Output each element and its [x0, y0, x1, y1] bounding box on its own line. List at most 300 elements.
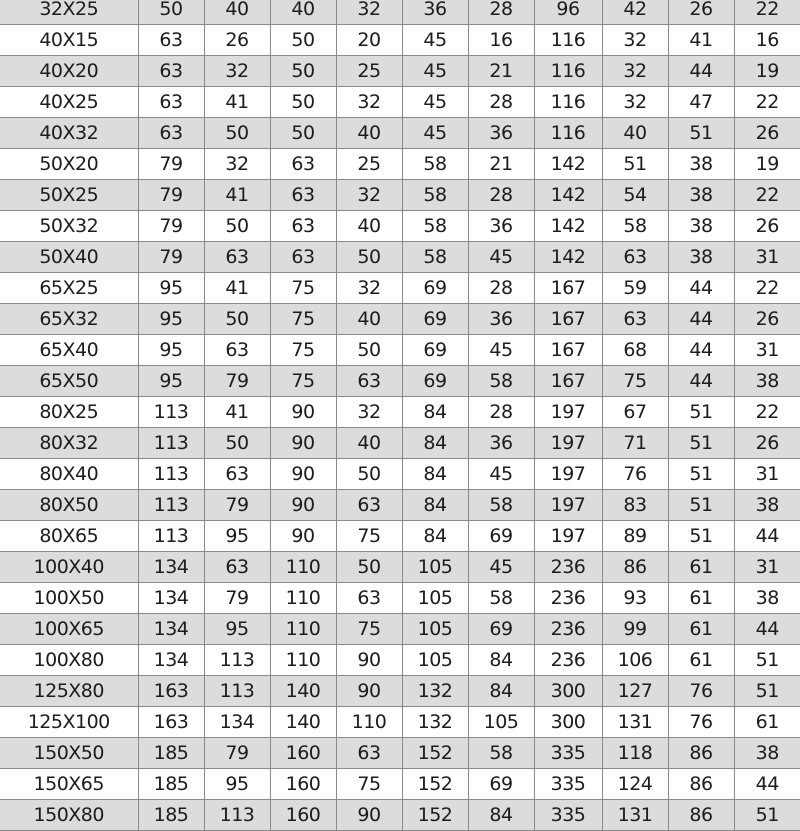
value-cell: 124	[602, 769, 668, 800]
table-row	[0, 738, 800, 769]
value-cell: 110	[270, 645, 336, 676]
value-cell: 113	[138, 490, 204, 521]
value-cell: 63	[204, 459, 270, 490]
value-cell: 167	[534, 366, 602, 397]
value-cell: 152	[402, 800, 468, 831]
value-cell: 86	[668, 800, 734, 831]
value-cell: 79	[204, 583, 270, 614]
value-cell: 79	[138, 211, 204, 242]
value-cell: 58	[468, 366, 534, 397]
value-cell: 84	[468, 676, 534, 707]
value-cell: 95	[138, 335, 204, 366]
value-cell: 63	[270, 180, 336, 211]
value-cell: 163	[138, 676, 204, 707]
value-cell: 90	[270, 459, 336, 490]
size-cell: 100X40	[0, 552, 138, 583]
value-cell: 26	[734, 211, 800, 242]
value-cell: 61	[668, 614, 734, 645]
value-cell: 110	[336, 707, 402, 738]
value-cell: 58	[402, 211, 468, 242]
size-cell: 80X32	[0, 428, 138, 459]
value-cell: 105	[468, 707, 534, 738]
value-cell: 63	[270, 242, 336, 273]
value-cell: 45	[468, 242, 534, 273]
value-cell: 90	[270, 428, 336, 459]
table-row	[0, 583, 800, 614]
value-cell: 75	[336, 769, 402, 800]
value-cell: 32	[336, 397, 402, 428]
value-cell: 63	[336, 366, 402, 397]
value-cell: 51	[734, 800, 800, 831]
value-cell: 63	[270, 211, 336, 242]
value-cell: 116	[534, 118, 602, 149]
size-cell: 50X32	[0, 211, 138, 242]
value-cell: 63	[336, 738, 402, 769]
value-cell: 63	[204, 242, 270, 273]
size-cell: 125X80	[0, 676, 138, 707]
value-cell: 96	[534, 0, 602, 25]
size-cell: 80X65	[0, 521, 138, 552]
value-cell: 26	[204, 25, 270, 56]
value-cell: 63	[138, 56, 204, 87]
value-cell: 44	[668, 273, 734, 304]
value-cell: 63	[138, 87, 204, 118]
value-cell: 71	[602, 428, 668, 459]
value-cell: 105	[402, 552, 468, 583]
table-row	[0, 397, 800, 428]
value-cell: 63	[204, 335, 270, 366]
value-cell: 236	[534, 583, 602, 614]
value-cell: 300	[534, 676, 602, 707]
value-cell: 42	[602, 0, 668, 25]
size-cell: 50X20	[0, 149, 138, 180]
value-cell: 76	[668, 707, 734, 738]
value-cell: 61	[668, 583, 734, 614]
value-cell: 67	[602, 397, 668, 428]
value-cell: 93	[602, 583, 668, 614]
value-cell: 38	[734, 583, 800, 614]
value-cell: 95	[204, 769, 270, 800]
value-cell: 28	[468, 397, 534, 428]
value-cell: 197	[534, 459, 602, 490]
value-cell: 38	[668, 242, 734, 273]
value-cell: 140	[270, 676, 336, 707]
table-row	[0, 335, 800, 366]
value-cell: 69	[468, 769, 534, 800]
table-row	[0, 459, 800, 490]
value-cell: 84	[402, 521, 468, 552]
value-cell: 28	[468, 273, 534, 304]
table-row	[0, 56, 800, 87]
size-cell: 40X32	[0, 118, 138, 149]
value-cell: 41	[204, 273, 270, 304]
value-cell: 22	[734, 0, 800, 25]
value-cell: 58	[402, 180, 468, 211]
value-cell: 32	[602, 56, 668, 87]
value-cell: 41	[668, 25, 734, 56]
table-row	[0, 800, 800, 831]
value-cell: 236	[534, 614, 602, 645]
value-cell: 63	[270, 149, 336, 180]
value-cell: 84	[402, 459, 468, 490]
value-cell: 90	[270, 397, 336, 428]
value-cell: 32	[204, 56, 270, 87]
size-cell: 65X50	[0, 366, 138, 397]
value-cell: 22	[734, 180, 800, 211]
value-cell: 50	[138, 0, 204, 25]
size-cell: 50X40	[0, 242, 138, 273]
value-cell: 90	[336, 645, 402, 676]
value-cell: 45	[468, 459, 534, 490]
size-cell: 50X25	[0, 180, 138, 211]
value-cell: 99	[602, 614, 668, 645]
table-row	[0, 490, 800, 521]
table-row	[0, 428, 800, 459]
value-cell: 84	[402, 397, 468, 428]
value-cell: 59	[602, 273, 668, 304]
value-cell: 58	[602, 211, 668, 242]
value-cell: 63	[602, 304, 668, 335]
value-cell: 40	[270, 0, 336, 25]
value-cell: 167	[534, 335, 602, 366]
value-cell: 90	[336, 800, 402, 831]
size-cell: 40X25	[0, 87, 138, 118]
value-cell: 44	[734, 769, 800, 800]
value-cell: 75	[270, 366, 336, 397]
value-cell: 134	[204, 707, 270, 738]
value-cell: 134	[138, 583, 204, 614]
value-cell: 69	[402, 366, 468, 397]
value-cell: 152	[402, 738, 468, 769]
size-cell: 80X40	[0, 459, 138, 490]
table-row	[0, 769, 800, 800]
value-cell: 36	[468, 304, 534, 335]
value-cell: 116	[534, 25, 602, 56]
value-cell: 38	[734, 738, 800, 769]
value-cell: 185	[138, 738, 204, 769]
value-cell: 25	[336, 149, 402, 180]
value-cell: 54	[602, 180, 668, 211]
value-cell: 69	[468, 614, 534, 645]
value-cell: 31	[734, 242, 800, 273]
size-cell: 80X50	[0, 490, 138, 521]
value-cell: 63	[336, 583, 402, 614]
value-cell: 79	[204, 738, 270, 769]
value-cell: 21	[468, 149, 534, 180]
table-row	[0, 273, 800, 304]
value-cell: 236	[534, 552, 602, 583]
size-cell: 40X15	[0, 25, 138, 56]
value-cell: 58	[402, 242, 468, 273]
value-cell: 84	[468, 800, 534, 831]
value-cell: 50	[336, 335, 402, 366]
value-cell: 142	[534, 149, 602, 180]
value-cell: 40	[336, 118, 402, 149]
value-cell: 132	[402, 676, 468, 707]
value-cell: 113	[138, 459, 204, 490]
value-cell: 45	[402, 25, 468, 56]
table-row	[0, 676, 800, 707]
value-cell: 335	[534, 738, 602, 769]
value-cell: 167	[534, 304, 602, 335]
value-cell: 185	[138, 800, 204, 831]
value-cell: 50	[204, 211, 270, 242]
size-cell: 150X50	[0, 738, 138, 769]
value-cell: 28	[468, 180, 534, 211]
value-cell: 86	[668, 738, 734, 769]
value-cell: 79	[138, 242, 204, 273]
value-cell: 36	[402, 0, 468, 25]
value-cell: 58	[468, 738, 534, 769]
value-cell: 140	[270, 707, 336, 738]
value-cell: 63	[204, 552, 270, 583]
value-cell: 75	[336, 614, 402, 645]
value-cell: 61	[734, 707, 800, 738]
value-cell: 26	[734, 428, 800, 459]
value-cell: 32	[336, 0, 402, 25]
value-cell: 236	[534, 645, 602, 676]
value-cell: 40	[336, 304, 402, 335]
value-cell: 167	[534, 273, 602, 304]
value-cell: 90	[270, 490, 336, 521]
table-row	[0, 0, 800, 25]
value-cell: 89	[602, 521, 668, 552]
value-cell: 51	[668, 521, 734, 552]
value-cell: 38	[668, 180, 734, 211]
value-cell: 50	[270, 25, 336, 56]
value-cell: 44	[668, 366, 734, 397]
size-cell: 80X25	[0, 397, 138, 428]
value-cell: 50	[204, 304, 270, 335]
size-cell: 65X25	[0, 273, 138, 304]
value-cell: 105	[402, 645, 468, 676]
value-cell: 44	[734, 521, 800, 552]
value-cell: 51	[602, 149, 668, 180]
value-cell: 95	[138, 366, 204, 397]
value-cell: 197	[534, 521, 602, 552]
value-cell: 36	[468, 428, 534, 459]
value-cell: 44	[668, 56, 734, 87]
table-row	[0, 707, 800, 738]
value-cell: 142	[534, 242, 602, 273]
table-row	[0, 552, 800, 583]
value-cell: 50	[336, 552, 402, 583]
value-cell: 44	[734, 614, 800, 645]
value-cell: 84	[468, 645, 534, 676]
value-cell: 160	[270, 738, 336, 769]
value-cell: 45	[468, 552, 534, 583]
value-cell: 116	[534, 56, 602, 87]
value-cell: 32	[204, 149, 270, 180]
value-cell: 31	[734, 459, 800, 490]
value-cell: 69	[402, 335, 468, 366]
value-cell: 113	[138, 521, 204, 552]
value-cell: 95	[204, 521, 270, 552]
value-cell: 47	[668, 87, 734, 118]
value-cell: 63	[138, 25, 204, 56]
table-row	[0, 149, 800, 180]
value-cell: 25	[336, 56, 402, 87]
value-cell: 41	[204, 397, 270, 428]
size-cell: 32X25	[0, 0, 138, 25]
table-row	[0, 366, 800, 397]
value-cell: 76	[602, 459, 668, 490]
value-cell: 75	[602, 366, 668, 397]
value-cell: 105	[402, 614, 468, 645]
value-cell: 68	[602, 335, 668, 366]
value-cell: 19	[734, 56, 800, 87]
value-cell: 69	[402, 273, 468, 304]
value-cell: 84	[402, 428, 468, 459]
value-cell: 131	[602, 707, 668, 738]
value-cell: 152	[402, 769, 468, 800]
value-cell: 50	[270, 87, 336, 118]
value-cell: 50	[336, 459, 402, 490]
value-cell: 95	[138, 304, 204, 335]
value-cell: 335	[534, 800, 602, 831]
value-cell: 163	[138, 707, 204, 738]
value-cell: 41	[204, 87, 270, 118]
value-cell: 32	[602, 87, 668, 118]
value-cell: 69	[402, 304, 468, 335]
value-cell: 113	[204, 676, 270, 707]
value-cell: 160	[270, 800, 336, 831]
value-cell: 22	[734, 273, 800, 304]
value-cell: 41	[204, 180, 270, 211]
value-cell: 21	[468, 56, 534, 87]
value-cell: 63	[602, 242, 668, 273]
value-cell: 26	[734, 118, 800, 149]
value-cell: 110	[270, 552, 336, 583]
value-cell: 197	[534, 397, 602, 428]
value-cell: 142	[534, 180, 602, 211]
value-cell: 26	[734, 304, 800, 335]
value-cell: 83	[602, 490, 668, 521]
value-cell: 160	[270, 769, 336, 800]
size-cell: 150X65	[0, 769, 138, 800]
value-cell: 40	[336, 211, 402, 242]
value-cell: 51	[668, 459, 734, 490]
value-cell: 75	[270, 335, 336, 366]
value-cell: 22	[734, 87, 800, 118]
value-cell: 69	[468, 521, 534, 552]
table-row	[0, 614, 800, 645]
value-cell: 113	[204, 645, 270, 676]
value-cell: 50	[204, 118, 270, 149]
value-cell: 51	[668, 397, 734, 428]
value-cell: 44	[668, 335, 734, 366]
value-cell: 300	[534, 707, 602, 738]
value-cell: 197	[534, 428, 602, 459]
value-cell: 32	[336, 87, 402, 118]
value-cell: 50	[336, 242, 402, 273]
value-cell: 38	[734, 366, 800, 397]
value-cell: 22	[734, 397, 800, 428]
value-cell: 32	[336, 273, 402, 304]
value-cell: 84	[402, 490, 468, 521]
value-cell: 113	[204, 800, 270, 831]
value-cell: 185	[138, 769, 204, 800]
table-row	[0, 87, 800, 118]
size-cell: 100X50	[0, 583, 138, 614]
table-row	[0, 645, 800, 676]
value-cell: 61	[668, 645, 734, 676]
value-cell: 127	[602, 676, 668, 707]
value-cell: 134	[138, 552, 204, 583]
value-cell: 134	[138, 645, 204, 676]
value-cell: 79	[138, 180, 204, 211]
value-cell: 134	[138, 614, 204, 645]
value-cell: 75	[270, 273, 336, 304]
value-cell: 132	[402, 707, 468, 738]
value-cell: 50	[270, 56, 336, 87]
value-cell: 32	[602, 25, 668, 56]
value-cell: 86	[602, 552, 668, 583]
value-cell: 90	[336, 676, 402, 707]
value-cell: 106	[602, 645, 668, 676]
value-cell: 16	[468, 25, 534, 56]
value-cell: 131	[602, 800, 668, 831]
value-cell: 40	[204, 0, 270, 25]
value-cell: 31	[734, 552, 800, 583]
value-cell: 116	[534, 87, 602, 118]
value-cell: 31	[734, 335, 800, 366]
value-cell: 58	[468, 583, 534, 614]
value-cell: 51	[734, 645, 800, 676]
value-cell: 44	[668, 304, 734, 335]
value-cell: 50	[204, 428, 270, 459]
value-cell: 38	[668, 211, 734, 242]
value-cell: 79	[204, 490, 270, 521]
value-cell: 40	[602, 118, 668, 149]
value-cell: 110	[270, 583, 336, 614]
value-cell: 32	[336, 180, 402, 211]
table-row	[0, 242, 800, 273]
value-cell: 79	[138, 149, 204, 180]
value-cell: 95	[204, 614, 270, 645]
value-cell: 28	[468, 0, 534, 25]
value-cell: 16	[734, 25, 800, 56]
value-cell: 335	[534, 769, 602, 800]
value-cell: 142	[534, 211, 602, 242]
table-row	[0, 180, 800, 211]
value-cell: 197	[534, 490, 602, 521]
value-cell: 118	[602, 738, 668, 769]
size-cell: 100X80	[0, 645, 138, 676]
size-cell: 65X32	[0, 304, 138, 335]
value-cell: 50	[270, 118, 336, 149]
value-cell: 113	[138, 397, 204, 428]
table-row	[0, 118, 800, 149]
value-cell: 86	[668, 769, 734, 800]
value-cell: 28	[468, 87, 534, 118]
value-cell: 63	[336, 490, 402, 521]
value-cell: 76	[668, 676, 734, 707]
value-cell: 26	[668, 0, 734, 25]
value-cell: 40	[336, 428, 402, 459]
value-cell: 75	[270, 304, 336, 335]
size-cell: 40X20	[0, 56, 138, 87]
value-cell: 19	[734, 149, 800, 180]
value-cell: 45	[402, 56, 468, 87]
table-row	[0, 211, 800, 242]
value-cell: 51	[668, 118, 734, 149]
value-cell: 20	[336, 25, 402, 56]
value-cell: 38	[668, 149, 734, 180]
table-row	[0, 304, 800, 335]
value-cell: 45	[468, 335, 534, 366]
value-cell: 36	[468, 118, 534, 149]
